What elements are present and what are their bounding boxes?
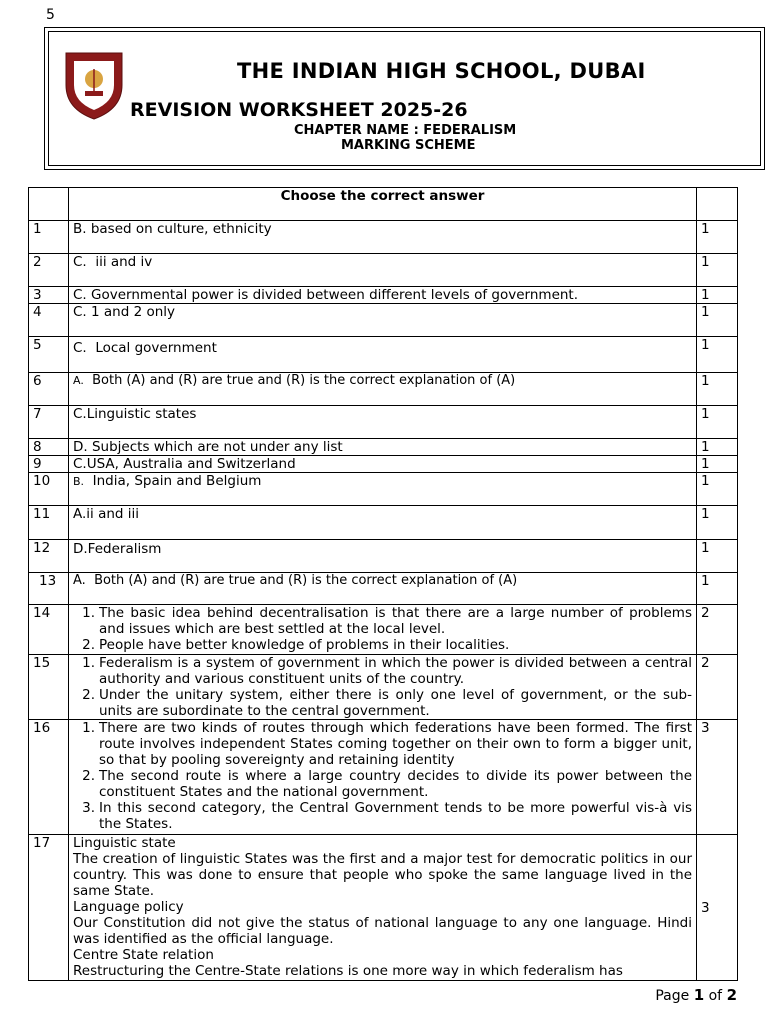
answer-text: C. Governmental power is divided between different levels of government.: [69, 287, 697, 304]
list-item: 2. The second route is where a large country decides to divide its power between the constituent States and the national government.: [82, 768, 692, 800]
header-box: [44, 27, 765, 170]
marks: 3: [697, 835, 738, 981]
question-number: 8: [29, 439, 69, 456]
worksheet-title: REVISION WORKSHEET 2025-26: [130, 99, 468, 121]
table-row: [29, 506, 738, 540]
question-number: 9: [29, 456, 69, 473]
answer-text: D. Subjects which are not under any list: [69, 439, 697, 456]
list-item: 2. People have better knowledge of problems in their localities.: [82, 637, 510, 653]
answer-cell: [69, 473, 697, 506]
marks: 1: [697, 506, 738, 540]
marks: 1: [697, 540, 738, 573]
marks: 2: [697, 655, 738, 720]
table-row: [29, 439, 738, 456]
table-row: [29, 573, 738, 605]
marks: 1: [697, 337, 738, 373]
table-row: [29, 373, 738, 406]
table-row: [29, 720, 738, 835]
question-number: 14: [29, 605, 69, 655]
question-number: 6: [29, 373, 69, 406]
question-number: 10: [29, 473, 69, 506]
answer-text: C.USA, Australia and Switzerland: [69, 456, 697, 473]
marks: 1: [697, 456, 738, 473]
marks: 1: [697, 406, 738, 439]
marks: 1: [697, 254, 738, 287]
option-label: B.: [73, 475, 85, 488]
table-row: [29, 254, 738, 287]
table-row: [29, 304, 738, 337]
answer-text: Both (A) and (R) are true and (R) is the correct explanation of (A): [92, 373, 516, 388]
list-item: 3. In this second category, the Central Government tends to be more powerful vis-à vis the States.: [82, 800, 692, 832]
question-number: 17: [29, 835, 69, 981]
table-row: [29, 287, 738, 304]
question-number: 13: [29, 573, 69, 605]
marks: 1: [697, 473, 738, 506]
answer-cell: [69, 573, 697, 605]
answer-list: [69, 605, 697, 655]
answer-text: iii and iv: [95, 254, 153, 270]
answer-text: Both (A) and (R) are true and (R) is the correct explanation of (A): [94, 573, 518, 588]
question-number: 11: [29, 506, 69, 540]
list-item: 1. The basic idea behind decentralisation is that there are a large number of problems and issues which are best settled at the local level.: [82, 605, 692, 637]
marks: 1: [697, 221, 738, 254]
list-item: 1. There are two kinds of routes through which federations have been formed. The first route involves independent States coming together on their own to form a bigger unit, so that by pooling sovereignty and retaining identity: [82, 720, 692, 768]
marks: 2: [697, 605, 738, 655]
question-number: 1: [29, 221, 69, 254]
marking-scheme-label: MARKING SCHEME: [341, 138, 476, 153]
subheading: Language policy: [73, 899, 184, 915]
option-label: A.: [73, 374, 84, 387]
question-number: 4: [29, 304, 69, 337]
answer-cell: [69, 254, 697, 287]
marks: 1: [697, 439, 738, 456]
page-footer: Page 1 of 2: [655, 986, 737, 1004]
question-number: 7: [29, 406, 69, 439]
paragraph: Our Constitution did not give the status of national language to any one language. Hindi was identified as the official language.: [73, 915, 692, 947]
paragraph: The creation of linguistic States was the first and a major test for democratic politics in our country. This was done to ensure that people who spoke the same language lived in the same State.: [73, 851, 692, 899]
table-row: [29, 473, 738, 506]
question-number: 3: [29, 287, 69, 304]
marks: 3: [697, 720, 738, 835]
table-heading: Choose the correct answer: [69, 188, 697, 221]
table-row: [29, 221, 738, 254]
table-row: [29, 835, 738, 981]
school-title: THE INDIAN HIGH SCHOOL, DUBAI: [237, 59, 646, 83]
option-label: A.: [73, 573, 86, 588]
school-logo-icon: [63, 49, 125, 121]
question-number: 2: [29, 254, 69, 287]
page-top-number: 5: [46, 7, 55, 23]
table-row: [29, 655, 738, 720]
answer-table: [28, 187, 738, 981]
marks: 1: [697, 287, 738, 304]
option-label: C.: [73, 254, 87, 270]
question-number: 15: [29, 655, 69, 720]
answer-text: B. based on culture, ethnicity: [69, 221, 697, 254]
answer-text: A.ii and iii: [69, 506, 697, 540]
subheading: Centre State relation: [73, 947, 214, 963]
marks: 1: [697, 573, 738, 605]
question-number: 5: [29, 337, 69, 373]
answer-cell: [69, 373, 697, 406]
question-number: 16: [29, 720, 69, 835]
answer-text: India, Spain and Belgium: [92, 473, 262, 489]
answer-list: [69, 720, 697, 835]
answer-list: [69, 655, 697, 720]
marks: 1: [697, 373, 738, 406]
marks: 1: [697, 304, 738, 337]
subheading: Linguistic state: [73, 835, 176, 851]
table-heading-row: [29, 188, 738, 221]
list-item: 1. Federalism is a system of government in which the power is divided between a central authority and various constituent units of the country.: [82, 655, 692, 687]
table-row: [29, 605, 738, 655]
answer-text: Local government: [95, 340, 217, 356]
paragraph: Restructuring the Centre-State relations is one more way in which federalism has: [73, 963, 623, 979]
option-label: C.: [73, 340, 87, 356]
table-row: [29, 337, 738, 373]
table-row: [29, 540, 738, 573]
question-number: 12: [29, 540, 69, 573]
answer-text: C.Linguistic states: [69, 406, 697, 439]
answer-text: C. 1 and 2 only: [69, 304, 697, 337]
answer-paragraphs: [69, 835, 697, 981]
header-inner-border: [48, 31, 761, 166]
table-row: [29, 456, 738, 473]
list-item: 2. Under the unitary system, either there is only one level of government, or the sub-units are subordinate to the central government.: [82, 687, 692, 719]
answer-cell: [69, 337, 697, 373]
answer-text: D.Federalism: [69, 540, 697, 573]
chapter-name: CHAPTER NAME : FEDERALISM: [294, 123, 517, 138]
table-row: [29, 406, 738, 439]
